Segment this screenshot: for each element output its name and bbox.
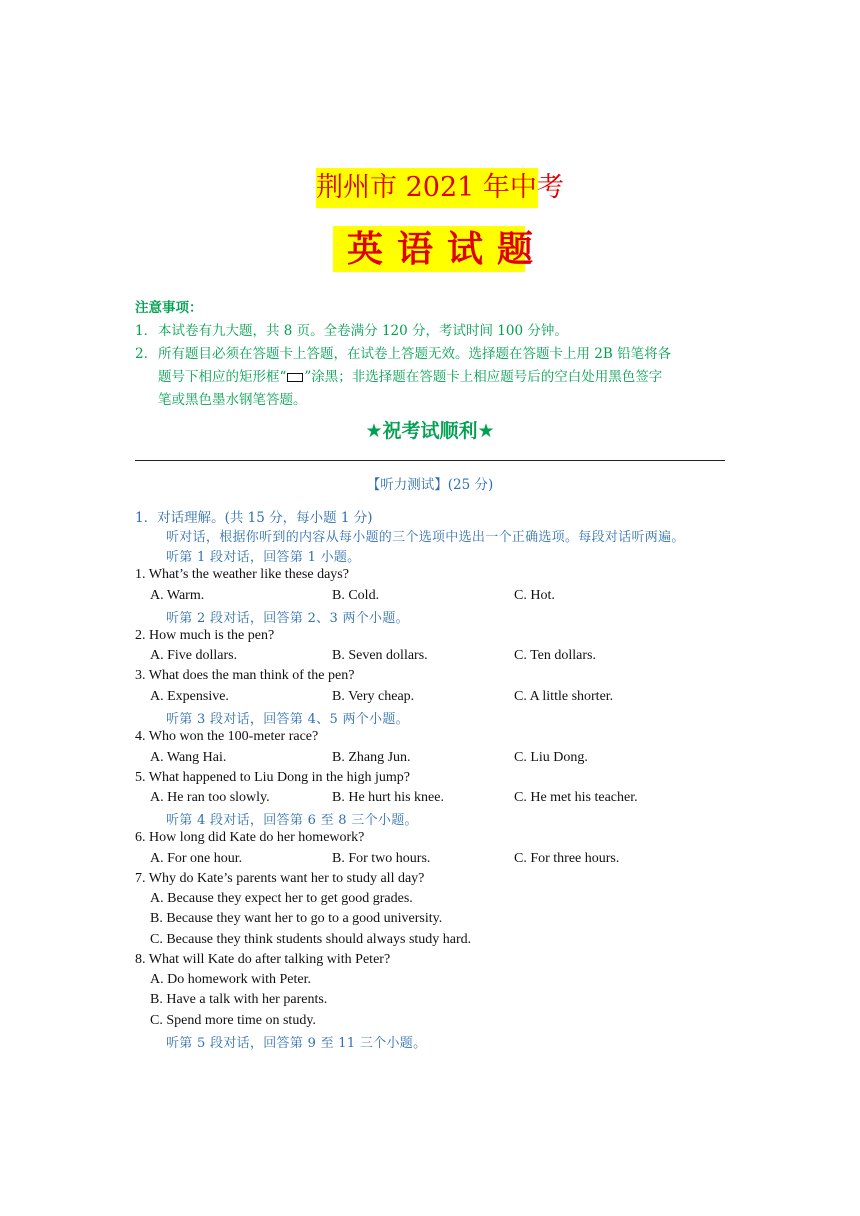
option-a: A. Expensive. <box>150 689 229 704</box>
option-c: C. Hot. <box>514 588 555 603</box>
rectangle-box-icon <box>287 373 303 382</box>
segment-instruction: 听第 1 段对话，回答第 1 小题。 <box>166 550 361 565</box>
option-c: C. Liu Dong. <box>514 750 588 765</box>
question: 1. What’s the weather like these days? <box>135 567 349 582</box>
note-number: 2． <box>135 346 158 362</box>
note-item-2-line-3: 笔或黑色墨水钢笔答题。 <box>158 392 307 408</box>
option-b: B. For two hours. <box>332 851 431 866</box>
note-text: 所有题目必须在答题卡上答题，在试卷上答题无效。选择题在答题卡上用 2B 铅笔将各 <box>158 346 672 362</box>
question: 6. How long did Kate do her homework? <box>135 830 365 845</box>
instruction: 听对话，根据你听到的内容从每小题的三个选项中选出一个正确选项。每段对话听两遍。 <box>166 530 685 545</box>
option-b: B. Zhang Jun. <box>332 750 411 765</box>
segment-instruction: 听第 4 段对话，回答第 6 至 8 三个小题。 <box>166 813 418 828</box>
question: 7. Why do Kate’s parents want her to study all day? <box>135 871 425 886</box>
note-item-1 <box>135 320 727 343</box>
question: 3. What does the man think of the pen? <box>135 668 355 683</box>
option-b: B. He hurt his knee. <box>332 790 444 805</box>
segment-instruction: 听第 2 段对话，回答第 2、3 两个小题。 <box>166 611 409 626</box>
note-number: 1． <box>135 323 158 339</box>
option-c: C. Ten dollars. <box>514 648 596 663</box>
option-a: A. Because they expect her to get good grades. <box>150 891 413 906</box>
question: 5. What happened to Liu Dong in the high jump? <box>135 770 411 785</box>
exam-city-year-title: 荆州市 2021 年中考 <box>316 168 538 208</box>
notes-heading: 注意事项： <box>135 300 203 316</box>
exam-subject-title: 英语试题 <box>333 226 525 272</box>
part-title: 1．对话理解。(共 15 分，每小题 1 分) <box>135 510 373 526</box>
option-c: C. Spend more time on study. <box>150 1013 316 1028</box>
section-title-listening: 【听力测试】(25 分) <box>366 477 494 493</box>
question: 2. How much is the pen? <box>135 628 275 643</box>
option-c: C. For three hours. <box>514 851 620 866</box>
option-b: B. Very cheap. <box>332 689 415 704</box>
option-a: A. Wang Hai. <box>150 750 227 765</box>
option-b: B. Have a talk with her parents. <box>150 992 328 1007</box>
note-text: 题号下相应的矩形框“ <box>158 369 287 385</box>
segment-instruction: 听第 3 段对话，回答第 4、5 两个小题。 <box>166 712 409 727</box>
note-item-2-line-2 <box>158 366 662 389</box>
option-a: A. He ran too slowly. <box>150 790 270 805</box>
segment-instruction: 听第 5 段对话，回答第 9 至 11 三个小题。 <box>166 1036 427 1051</box>
option-c: C. A little shorter. <box>514 689 614 704</box>
option-b: B. Cold. <box>332 588 380 603</box>
option-b: B. Because they want her to go to a good university. <box>150 911 443 926</box>
option-a: A. Do homework with Peter. <box>150 972 311 987</box>
option-c: C. He met his teacher. <box>514 790 638 805</box>
option-a: A. Five dollars. <box>150 648 238 663</box>
option-c: C. Because they think students should always study hard. <box>150 932 472 947</box>
option-a: A. For one hour. <box>150 851 243 866</box>
note-text: 本试卷有九大题，共 8 页。全卷满分 120 分，考试时间 100 分钟。 <box>158 323 568 339</box>
divider-line <box>135 460 725 461</box>
option-a: A. Warm. <box>150 588 205 603</box>
note-item-2 <box>135 343 727 366</box>
good-luck-banner: ★祝考试顺利★ <box>365 420 495 442</box>
note-text: ”涂黑；非选择题在答题卡上相应题号后的空白处用黑色签字 <box>304 369 663 385</box>
option-b: B. Seven dollars. <box>332 648 428 663</box>
question: 4. Who won the 100-meter race? <box>135 729 319 744</box>
question: 8. What will Kate do after talking with Peter? <box>135 952 391 967</box>
